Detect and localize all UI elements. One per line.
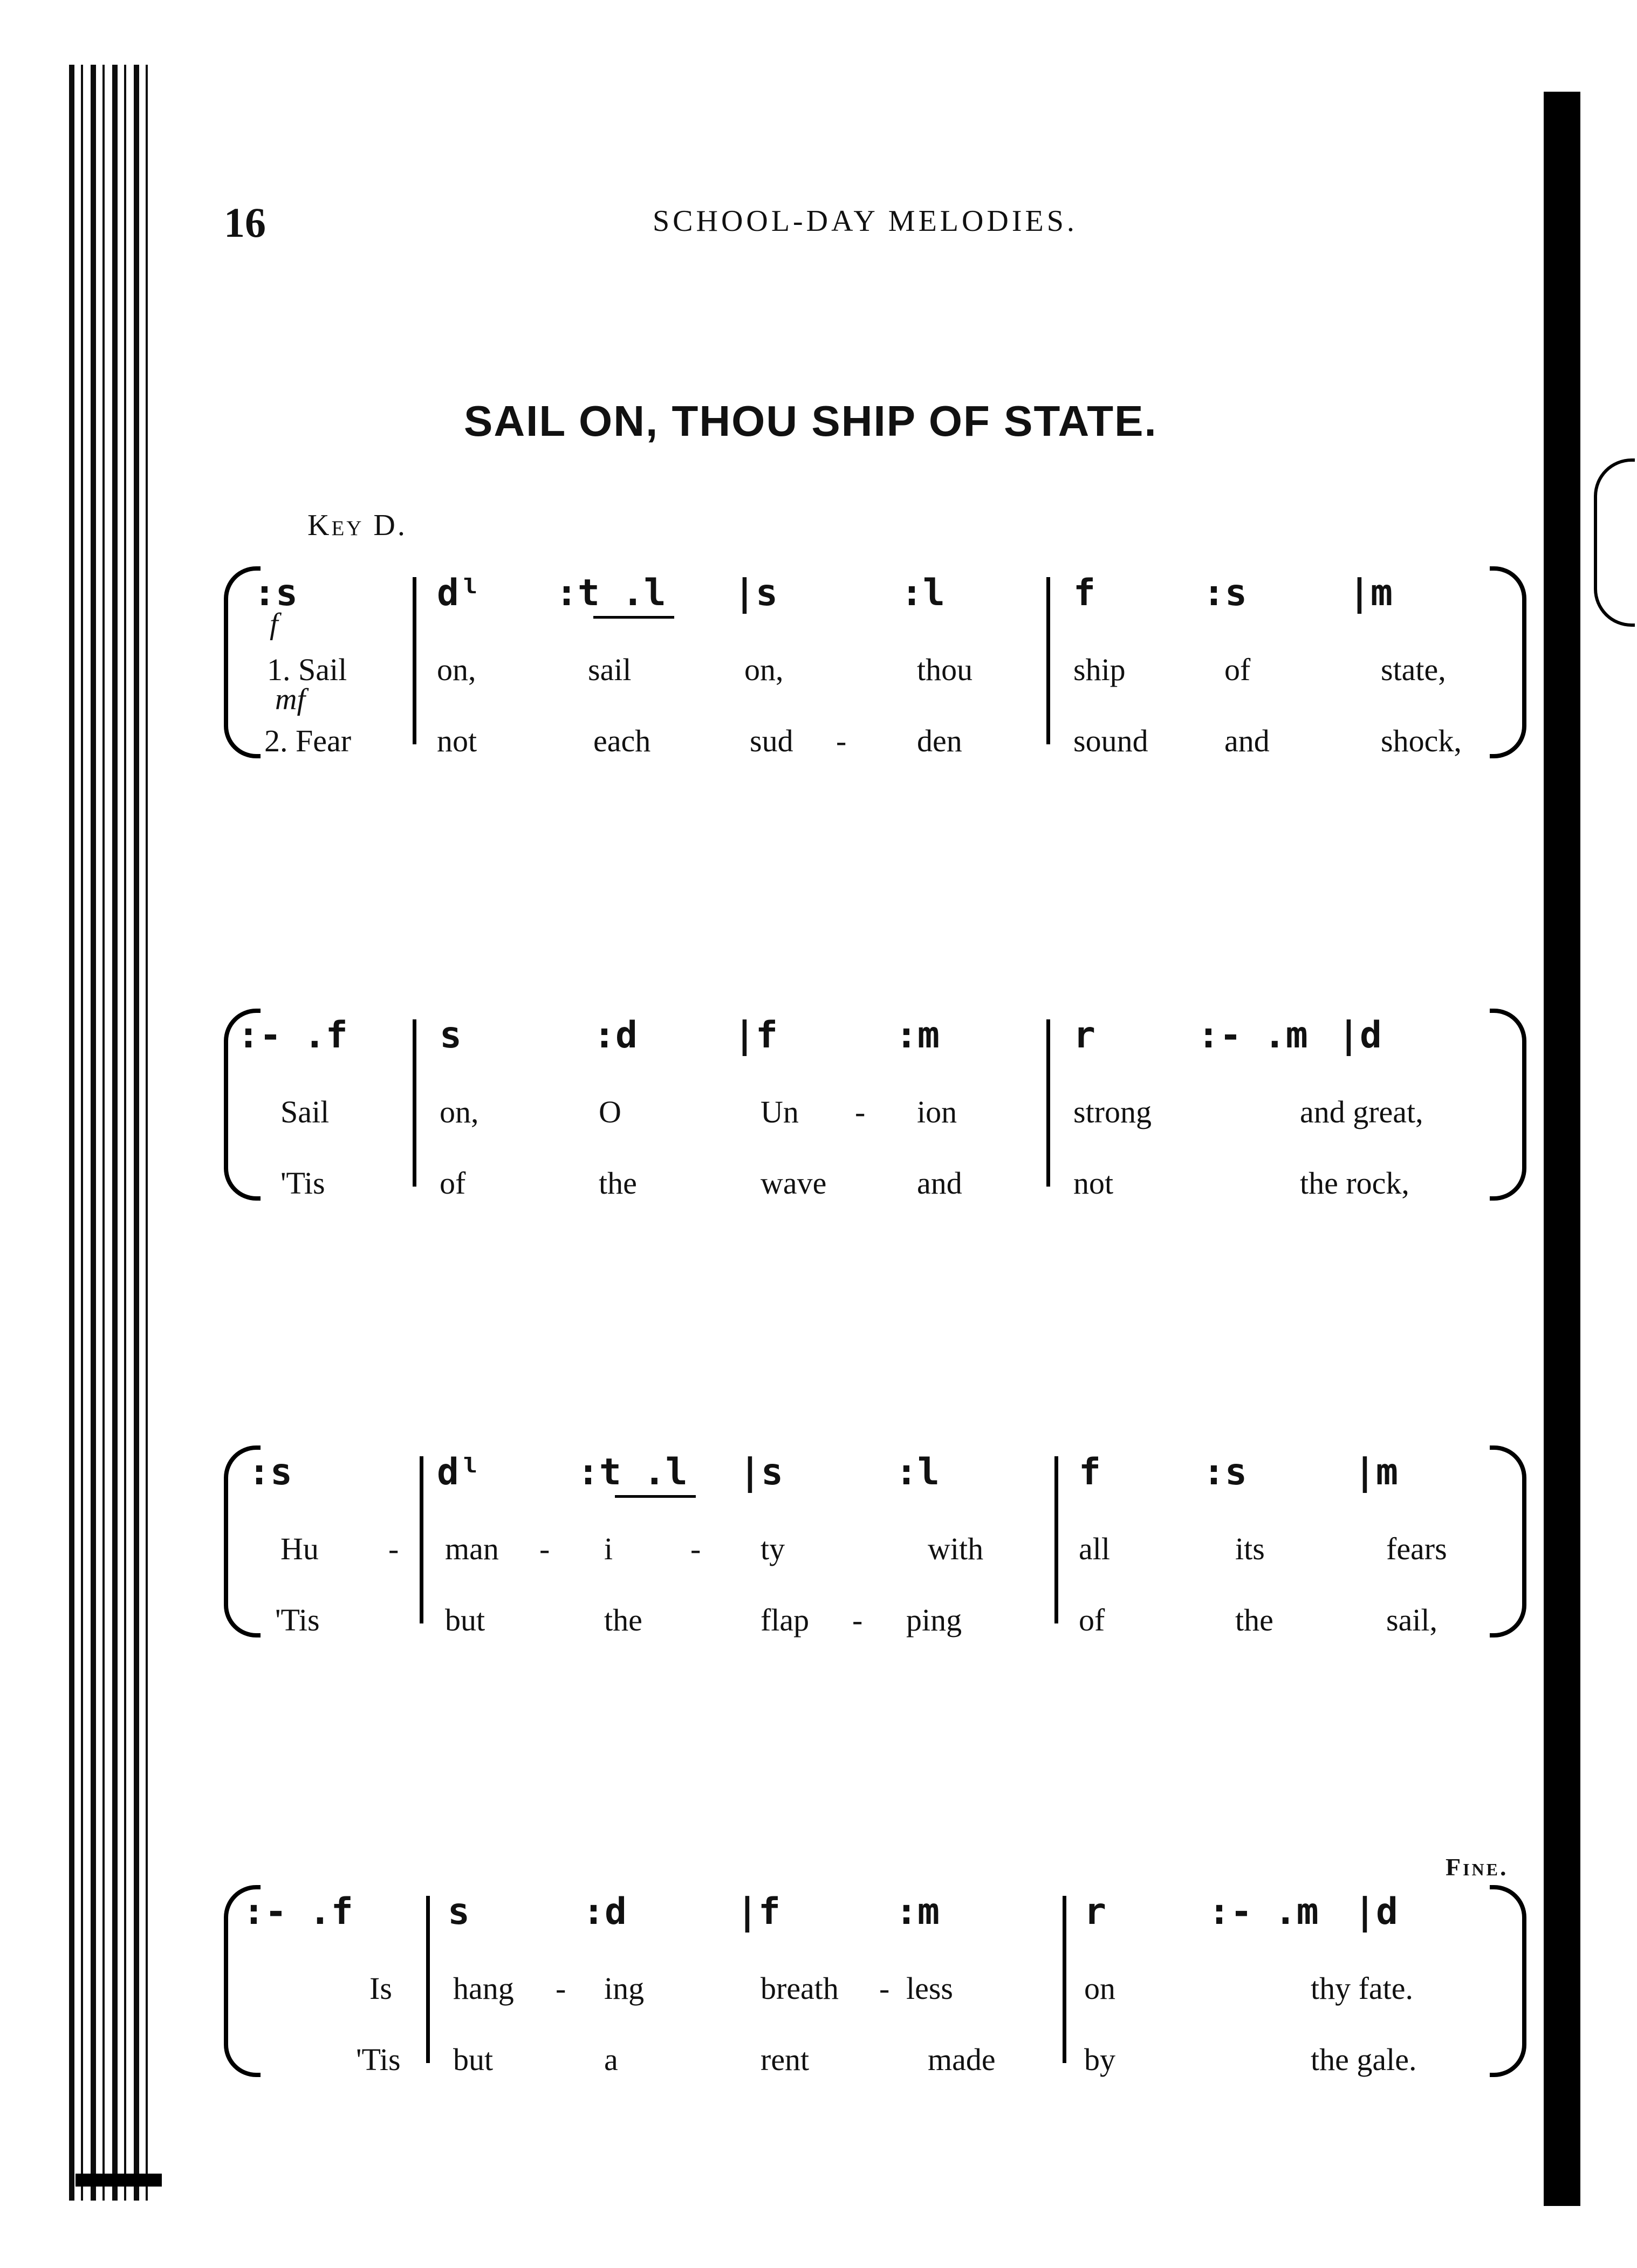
lyric-word: state, bbox=[1381, 652, 1446, 687]
page-corner-mark bbox=[76, 2174, 162, 2187]
lyric-word: strong bbox=[1073, 1094, 1152, 1129]
lyric-word: - bbox=[855, 1094, 866, 1129]
page-number: 16 bbox=[224, 199, 266, 246]
lyric-word: 'Tis bbox=[356, 2042, 401, 2077]
song-key: Key D. bbox=[307, 509, 407, 542]
lyric-word: the gale. bbox=[1311, 2042, 1417, 2077]
solfa-note: :- .m bbox=[1208, 1890, 1319, 1933]
solfa-note: |d bbox=[1338, 1014, 1382, 1057]
music-system-1 bbox=[216, 566, 1548, 760]
lyric-word: rent bbox=[761, 2042, 810, 2077]
solfa-note: :- .f bbox=[243, 1890, 353, 1933]
lyric-word: thou bbox=[917, 652, 973, 687]
lyric-word: Sail bbox=[280, 1094, 330, 1129]
lyric-word: sail, bbox=[1386, 1602, 1438, 1637]
lyric-word: and bbox=[917, 1166, 962, 1201]
lyric-word: sound bbox=[1073, 723, 1148, 758]
lyric-word: with bbox=[928, 1531, 984, 1566]
lyric-word: the bbox=[1235, 1602, 1273, 1637]
solfa-note: |s bbox=[739, 1451, 783, 1493]
lyric-word: a bbox=[604, 2042, 618, 2077]
solfa-note: dˡ bbox=[437, 1451, 481, 1493]
lyric-word: but bbox=[445, 1602, 485, 1637]
next-page-brace bbox=[1594, 458, 1635, 627]
lyric-word: of bbox=[440, 1166, 466, 1201]
music-system-2 bbox=[216, 1009, 1548, 1203]
solfa-note: dˡ bbox=[437, 572, 481, 614]
running-head: SCHOOL-DAY MELODIES. bbox=[653, 204, 1078, 238]
lyric-word: flap bbox=[761, 1602, 810, 1637]
lyric-word: ping bbox=[906, 1602, 962, 1637]
solfa-note: r bbox=[1073, 1014, 1095, 1057]
lyric-word: breath bbox=[761, 1971, 839, 2006]
solfa-note: :s bbox=[254, 572, 298, 614]
lyric-word: the rock, bbox=[1300, 1166, 1409, 1201]
lyric-word: - bbox=[388, 1531, 399, 1566]
lyric-word: - bbox=[852, 1602, 863, 1637]
lyric-word: wave bbox=[761, 1166, 827, 1201]
lyric-word: and great, bbox=[1300, 1094, 1423, 1129]
lyric-word: O bbox=[599, 1094, 621, 1129]
lyric-word: ion bbox=[917, 1094, 957, 1129]
solfa-note: :d bbox=[593, 1014, 638, 1057]
solfa-note: :d bbox=[583, 1890, 627, 1933]
lyric-word: 2. Fear bbox=[264, 723, 352, 758]
lyric-word: all bbox=[1079, 1531, 1110, 1566]
solfa-note: f bbox=[1073, 572, 1095, 614]
lyric-word: hang bbox=[453, 1971, 514, 2006]
solfa-note: |d bbox=[1354, 1890, 1398, 1933]
lyric-word: den bbox=[917, 723, 962, 758]
fine-marker: Fine. bbox=[1446, 1853, 1509, 1881]
lyric-word: each bbox=[593, 723, 651, 758]
solfa-note: s bbox=[448, 1890, 470, 1933]
lyric-word: Un bbox=[761, 1094, 799, 1129]
lyric-word: sud bbox=[750, 723, 793, 758]
lyric-word: 1. Sail bbox=[267, 652, 347, 687]
lyric-word: fears bbox=[1386, 1531, 1447, 1566]
lyric-word: shock, bbox=[1381, 723, 1462, 758]
lyric-word: ing bbox=[604, 1971, 645, 2006]
lyric-word: the bbox=[599, 1166, 637, 1201]
song-title: SAIL ON, THOU SHIP OF STATE. bbox=[464, 397, 1157, 445]
lyric-word: but bbox=[453, 2042, 494, 2077]
solfa-note: :t .l bbox=[577, 1451, 688, 1493]
page-right-edge bbox=[1544, 92, 1580, 2206]
solfa-note: s bbox=[440, 1014, 462, 1057]
lyric-word: Is bbox=[369, 1971, 392, 2006]
lyrics bbox=[216, 566, 1548, 760]
dynamic-mark: f bbox=[270, 607, 278, 641]
solfa-note: :- .m bbox=[1197, 1014, 1308, 1057]
solfa-note: :- .f bbox=[237, 1014, 348, 1057]
lyric-word: on, bbox=[437, 652, 476, 687]
lyric-word: sail bbox=[588, 652, 632, 687]
lyric-word: the bbox=[604, 1602, 642, 1637]
lyric-word: on, bbox=[440, 1094, 479, 1129]
dynamic-mark: mf bbox=[275, 683, 305, 716]
solfa-note: |f bbox=[736, 1890, 780, 1933]
solfa-note: :l bbox=[901, 572, 945, 614]
solfa-note: r bbox=[1084, 1890, 1106, 1933]
solfa-note: |m bbox=[1354, 1451, 1398, 1493]
solfa-note: |s bbox=[734, 572, 778, 614]
solfa-note: :t .l bbox=[556, 572, 666, 614]
lyric-word: man bbox=[445, 1531, 499, 1566]
lyric-word: on bbox=[1084, 1971, 1115, 2006]
lyrics bbox=[216, 1445, 1548, 1640]
lyric-word: ship bbox=[1073, 652, 1126, 687]
lyric-word: thy fate. bbox=[1311, 1971, 1414, 2006]
lyrics bbox=[216, 1885, 1548, 2079]
lyric-word: Hu bbox=[280, 1531, 319, 1566]
lyric-word: by bbox=[1084, 2042, 1115, 2077]
lyric-word: 'Tis bbox=[275, 1602, 320, 1637]
lyric-word: of bbox=[1224, 652, 1251, 687]
solfa-note: :s bbox=[248, 1451, 292, 1493]
lyric-word: made bbox=[928, 2042, 996, 2077]
lyric-word: - bbox=[556, 1971, 566, 2006]
solfa-note: :s bbox=[1203, 572, 1247, 614]
lyric-word: ty bbox=[761, 1531, 785, 1566]
lyric-word: 'Tis bbox=[280, 1166, 325, 1201]
lyric-word: on, bbox=[744, 652, 784, 687]
solfa-note: f bbox=[1079, 1451, 1101, 1493]
solfa-note: :m bbox=[895, 1014, 940, 1057]
solfa-note: |m bbox=[1348, 572, 1393, 614]
solfa-note: |f bbox=[734, 1014, 778, 1057]
solfa-note: :l bbox=[895, 1451, 940, 1493]
lyric-word: its bbox=[1235, 1531, 1265, 1566]
music-system-4 bbox=[216, 1885, 1548, 2079]
lyric-word: i bbox=[604, 1531, 613, 1566]
lyric-word: and bbox=[1224, 723, 1270, 758]
lyric-word: not bbox=[1073, 1166, 1114, 1201]
solfa-note: :s bbox=[1203, 1451, 1247, 1493]
lyric-word: not bbox=[437, 723, 477, 758]
page-binding-edge bbox=[69, 65, 150, 2201]
lyric-word: - bbox=[836, 723, 847, 758]
music-system-3 bbox=[216, 1445, 1548, 1640]
lyric-word: of bbox=[1079, 1602, 1105, 1637]
lyric-word: - bbox=[690, 1531, 701, 1566]
solfa-note: :m bbox=[895, 1890, 940, 1933]
lyric-word: less bbox=[906, 1971, 953, 2006]
lyric-word: - bbox=[539, 1531, 550, 1566]
lyrics bbox=[216, 1009, 1548, 1203]
lyric-word: - bbox=[879, 1971, 890, 2006]
